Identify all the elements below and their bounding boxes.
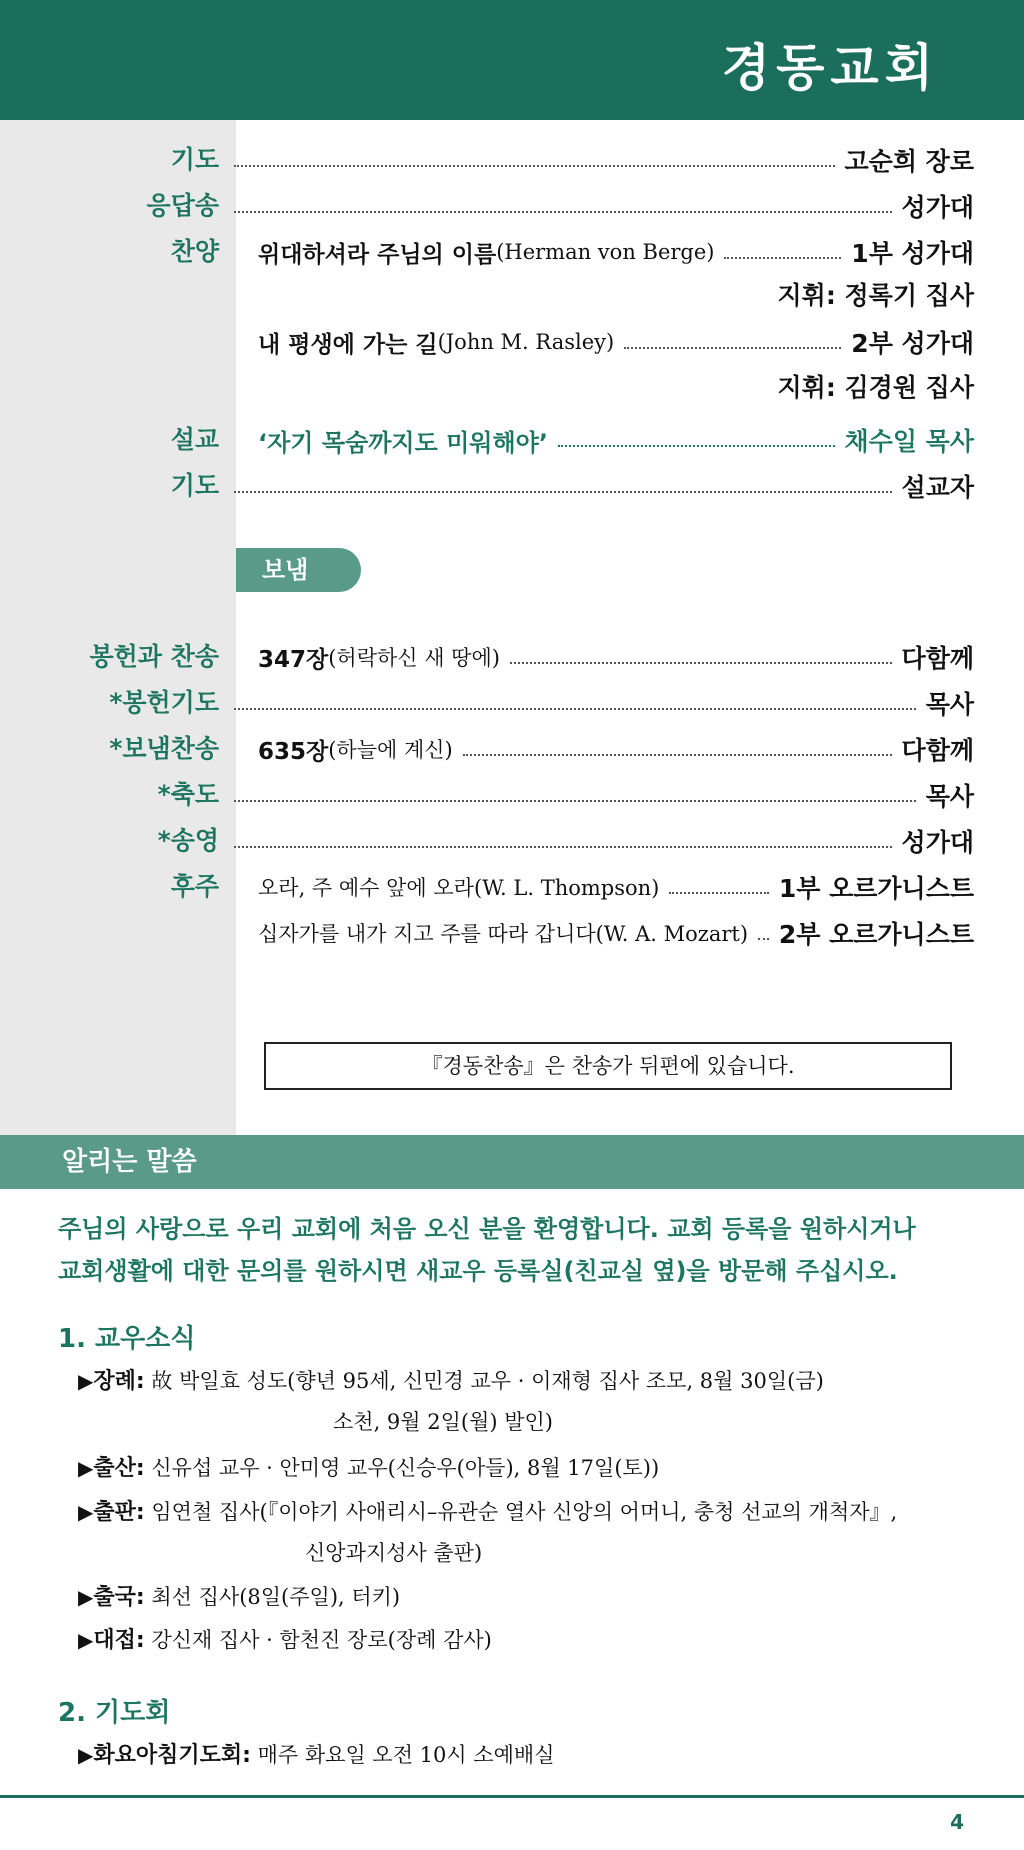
header-bar	[0, 0, 1024, 120]
response-label: 응답송	[146, 191, 219, 220]
sending-pill: 보냄	[236, 548, 361, 592]
triangle-bullet-icon: ▶	[78, 1369, 94, 1393]
benediction-row	[0, 775, 1024, 815]
sermon-row	[0, 420, 1024, 460]
postlude-row-2	[0, 913, 1024, 953]
leader-dots	[669, 892, 768, 894]
sidebar-band	[0, 120, 236, 1135]
sending-hymn-title: (하늘에 계신)	[328, 738, 453, 762]
sending-hymn-right: 다함께	[901, 736, 974, 765]
anthem2-conductor: 지휘: 김경원 집사	[777, 373, 974, 402]
section1-title: 1. 교우소식	[58, 1324, 196, 1354]
response-right: 성가대	[901, 193, 974, 222]
anthem2-composer: (John M. Rasley)	[437, 330, 615, 354]
postlude2-right: 2부 오르가니스트	[778, 920, 974, 949]
amen-row	[0, 821, 1024, 861]
church-logo: 경동교회	[721, 39, 939, 97]
anthem1-title: 위대하셔라 주님의 이름	[258, 241, 497, 268]
hymnal-note: 『경동찬송』은 찬송가 뒤편에 있습니다.	[264, 1042, 952, 1090]
anthem1-right: 1부 성가대	[851, 239, 974, 268]
news-publish	[78, 1495, 897, 1526]
page-number: 4	[950, 1810, 964, 1834]
leader-dots	[234, 491, 892, 493]
intro-line-2: 교회생활에 대한 문의를 원하시면 새교우 등록실(친교실 옆)을 방문해 주십시오.	[58, 1257, 898, 1285]
sermon-title: ‘자기 목숨까지도 미워해야’	[258, 428, 548, 457]
leader-dots	[234, 211, 892, 213]
announcements-title: 알리는 말씀	[0, 1135, 1024, 1189]
triangle-bullet-icon: ▶	[78, 1585, 94, 1609]
publish-label: 출판:	[93, 1500, 145, 1525]
thanks-label: 대접:	[93, 1628, 145, 1653]
postlude1-right: 1부 오르가니스트	[778, 874, 974, 903]
leader-dots	[624, 347, 841, 349]
leader-dots	[510, 662, 892, 664]
section2-title: 2. 기도회	[58, 1698, 171, 1728]
intro-line-1: 주님의 사랑으로 우리 교회에 처음 오신 분을 환영합니다. 교회 등록을 원하시거나	[58, 1215, 916, 1243]
sending-hymn-label: *보냄찬송	[109, 734, 219, 763]
leader-dots	[234, 846, 892, 848]
triangle-bullet-icon: ▶	[78, 1628, 94, 1652]
news-travel	[78, 1580, 400, 1611]
thanks-text: 강신재 집사 · 함천진 장로(장례 감사)	[151, 1628, 492, 1652]
birth-text: 신유섭 교우 · 안미영 교우(신승우(아들), 8월 17일(토))	[151, 1456, 660, 1480]
prayer-meeting-label: 화요아침기도회:	[93, 1743, 251, 1768]
benediction-label: *축도	[157, 780, 219, 809]
funeral-cont: 소천, 9월 2일(월) 발인)	[333, 1410, 554, 1434]
leader-dots	[234, 708, 916, 710]
benediction-right: 목사	[925, 782, 974, 811]
leader-dots	[558, 445, 835, 447]
news-funeral	[78, 1364, 824, 1395]
response-row	[0, 186, 1024, 226]
prayer2-label: 기도	[170, 471, 219, 500]
leader-dots	[758, 938, 769, 940]
offering-prayer-label: *봉헌기도	[109, 688, 219, 717]
sermon-right: 채수일 목사	[844, 427, 974, 456]
postlude-row-1	[0, 867, 1024, 907]
offering-row	[0, 637, 1024, 677]
leader-dots	[463, 754, 892, 756]
triangle-bullet-icon: ▶	[78, 1500, 94, 1524]
offering-hymn-title: (허락하신 새 땅에)	[328, 646, 500, 670]
sermon-label: 설교	[170, 425, 219, 454]
offering-label: 봉헌과 찬송	[89, 642, 219, 671]
travel-label: 출국:	[93, 1585, 145, 1610]
funeral-text: 故 박일효 성도(향년 95세, 신민경 교우 · 이재형 집사 조모, 8월 30일(금)	[151, 1369, 824, 1393]
triangle-bullet-icon: ▶	[78, 1743, 94, 1767]
anthem-row-2	[0, 322, 1024, 362]
funeral-label: 장례:	[93, 1369, 145, 1394]
amen-label: *송영	[157, 826, 219, 855]
announcements-intro	[58, 1208, 988, 1292]
leader-dots	[234, 800, 916, 802]
publish-cont: 신앙과지성사 출판)	[305, 1541, 483, 1565]
prayer2-right: 설교자	[901, 473, 974, 502]
news-birth	[78, 1451, 659, 1482]
prayer1-row	[0, 140, 1024, 180]
triangle-bullet-icon: ▶	[78, 1456, 94, 1480]
anthem-label: 찬양	[170, 237, 219, 266]
anthem2-right: 2부 성가대	[851, 329, 974, 358]
leader-dots	[234, 165, 835, 167]
anthem-row-1	[0, 232, 1024, 272]
birth-label: 출산:	[93, 1456, 145, 1481]
anthem2-title: 내 평생에 가는 길	[258, 331, 438, 358]
anthem1-conductor: 지휘: 정록기 집사	[777, 281, 974, 310]
offering-prayer-row	[0, 683, 1024, 723]
postlude1-text: 오라, 주 예수 앞에 오라(W. L. Thompson)	[258, 876, 660, 900]
amen-right: 성가대	[901, 828, 974, 857]
publish-text: 임연철 집사(『이야기 사애리시–유관순 열사 신앙의 어머니, 충청 선교의 개척자』,	[151, 1500, 898, 1524]
prayer-meeting-text: 매주 화요일 오전 10시 소예배실	[257, 1743, 555, 1767]
offering-hymn: 347장	[258, 646, 329, 673]
prayer-meeting	[78, 1738, 555, 1769]
prayer1-right: 고순희 장로	[844, 147, 974, 176]
postlude-label: 후주	[170, 872, 219, 901]
prayer2-row	[0, 466, 1024, 506]
postlude2-text: 십자가를 내가 지고 주를 따라 갑니다(W. A. Mozart)	[258, 922, 749, 946]
news-thanks	[78, 1623, 492, 1654]
sending-hymn-row	[0, 729, 1024, 769]
prayer1-label: 기도	[170, 145, 219, 174]
offering-prayer-right: 목사	[925, 690, 974, 719]
anthem1-composer: (Herman von Berge)	[496, 240, 715, 264]
leader-dots	[724, 257, 841, 259]
sending-hymn-number: 635장	[258, 738, 329, 765]
travel-text: 최선 집사(8일(주일), 터키)	[151, 1585, 401, 1609]
offering-right: 다함께	[901, 644, 974, 673]
footer-line	[0, 1795, 1024, 1798]
